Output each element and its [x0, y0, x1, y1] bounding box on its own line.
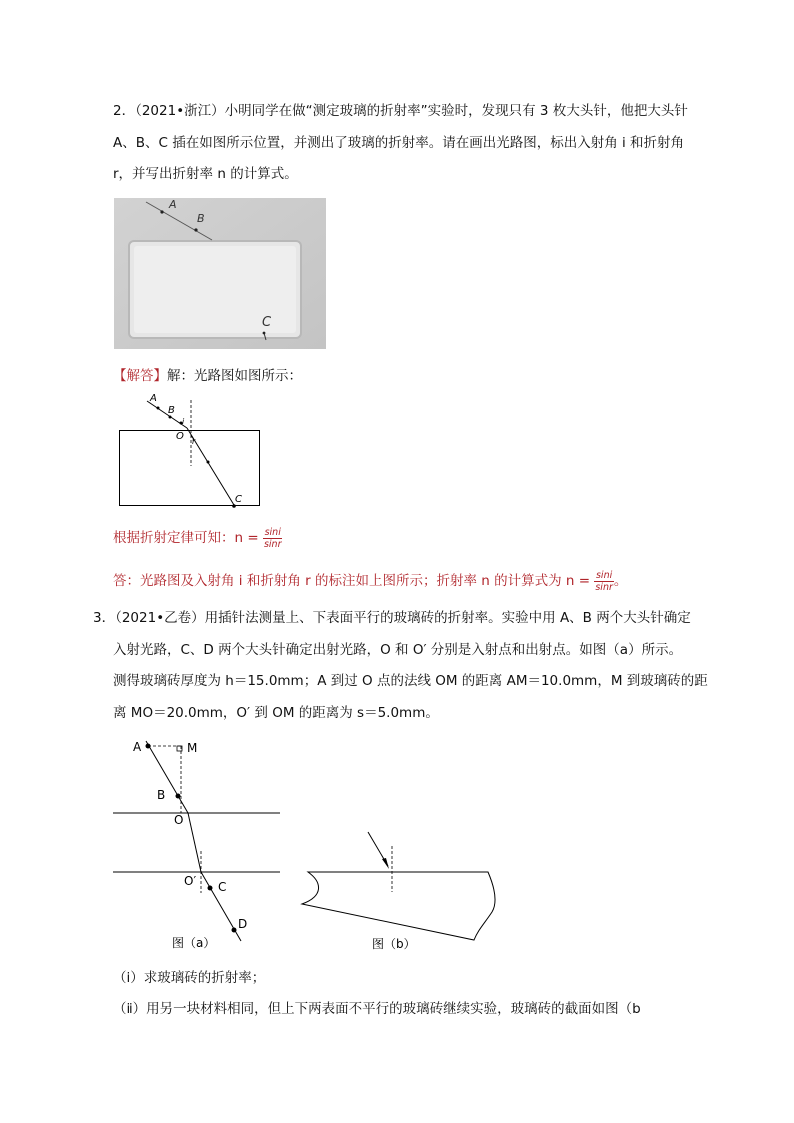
glass-block-photo — [114, 198, 326, 349]
q2-line-2: A、B、C 插在如图所示位置，并测出了玻璃的折射率。请在画出光路图，标出入射角 i 和折射角 — [113, 135, 685, 151]
fig-a-label-d: D — [238, 917, 248, 931]
diagram-label-o: O — [176, 431, 184, 442]
fig-a-label-b: B — [157, 788, 166, 802]
law-text: 根据折射定律可知：n = — [113, 530, 259, 546]
diagram-label-a: A — [150, 393, 157, 404]
conclusion-end: 。 — [613, 573, 628, 589]
conclusion-text: 答：光路图及入射角 i 和折射角 r 的标注如上图所示；折射率 n 的计算式为 n = — [113, 573, 591, 589]
answer-intro — [113, 366, 302, 386]
q3-line-3: 测得玻璃砖厚度为 h＝15.0mm；A 到过 O 点的法线 OM 的距离 AM＝10.0mm，M 到玻璃砖的距 — [113, 673, 708, 689]
diagram-label-c: C — [235, 494, 242, 505]
law-formula — [263, 527, 283, 550]
fig-a-label-c: C — [218, 880, 227, 894]
diagram-label-r: r — [192, 437, 196, 446]
fig-a-label-o-prime: O′ — [184, 874, 197, 888]
conclusion-formula-num: sini — [595, 569, 613, 581]
q3-sub-2: （ⅱ）用另一块材料相同，但上下两表面不平行的玻璃砖继续实验，玻璃砖的截面如图（b — [113, 1001, 641, 1017]
fig-a-label-m: M — [187, 741, 198, 755]
diagram-label-i: i — [182, 417, 185, 426]
figure-a — [108, 733, 288, 955]
photo-label-a: A — [169, 198, 177, 211]
fig-a-label-o: O — [174, 813, 184, 827]
conclusion-line — [113, 564, 627, 598]
q3-line-2: 入射光路，C、D 两个大头针确定出射光路，O 和 O′ 分别是入射点和出射点。如图（a）所示。 — [113, 642, 683, 658]
q2-line-3: r，并写出折射率 n 的计算式。 — [113, 166, 298, 182]
fig-a-label-a: A — [133, 740, 142, 754]
law-formula-den: sinr — [263, 538, 282, 550]
q3-line-1: 3．（2021•乙卷）用插针法测量上、下表面平行的玻璃砖的折射率。实验中用 A、B 两个大头针确定 — [93, 610, 691, 626]
diagram-label-b: B — [168, 405, 175, 416]
q2-line-1: 2．（2021•浙江）小明同学在做“测定玻璃的折射率”实验时，发现只有 3 枚大头针，他把大头针 — [113, 103, 688, 119]
q3-sub-1: （ⅰ）求玻璃砖的折射率； — [113, 970, 266, 986]
answer-tag: 【解答】 — [113, 368, 167, 384]
photo-label-b: B — [197, 212, 205, 225]
figure-b — [294, 826, 506, 954]
light-path-diagram — [112, 390, 267, 516]
fig-a-caption: 图（a） — [172, 936, 216, 950]
fig-b-caption: 图（b） — [372, 937, 416, 951]
q3-line-4: 离 MO＝20.0mm，O′ 到 OM 的距离为 s＝5.0mm。 — [113, 705, 439, 721]
law-line — [113, 521, 282, 555]
conclusion-formula — [594, 570, 614, 593]
answer-intro-text: 解：光路图如图所示： — [167, 368, 302, 384]
law-formula-num: sini — [264, 526, 281, 538]
conclusion-formula-den: sinr — [595, 581, 613, 593]
photo-label-c: C — [262, 315, 272, 330]
